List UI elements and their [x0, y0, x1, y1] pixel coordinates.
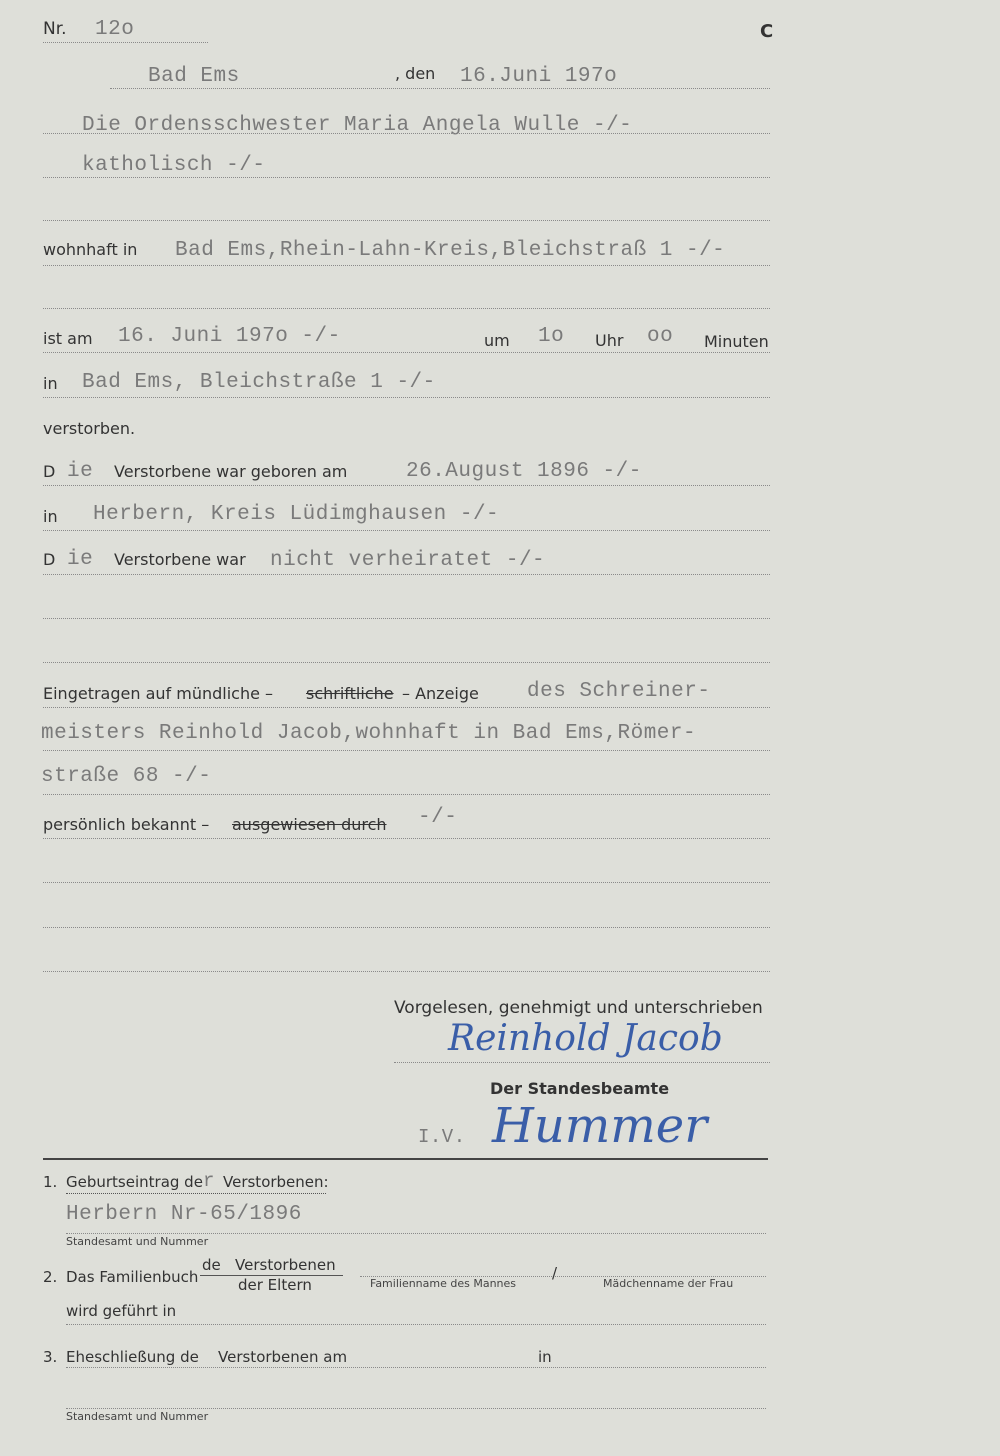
dotted-line — [43, 397, 770, 398]
birth-label: Verstorbene war geboren am — [114, 462, 348, 481]
divider-line — [43, 1158, 768, 1160]
death-in-label: in — [43, 374, 58, 393]
corner-letter: C — [760, 21, 774, 42]
item-1-value: Herbern Nr-65/1896 — [66, 1203, 302, 1226]
dotted-line — [43, 618, 770, 619]
ist-am-label: ist am — [43, 329, 93, 348]
item-2-fraction-top: de Verstorbenen — [202, 1256, 336, 1274]
item-2-fraction-bottom: der Eltern — [238, 1276, 312, 1294]
dotted-line — [66, 1367, 766, 1368]
dotted-line — [43, 308, 770, 309]
registration-line-2: meisters Reinhold Jacob,wohnhaft in Bad Ems,Römer- — [41, 722, 697, 745]
wife-caption: Mädchenname der Frau — [603, 1277, 734, 1290]
dotted-line — [43, 662, 770, 663]
death-date: 16. Juni 197o -/- — [118, 325, 341, 348]
iv-label: I.V. — [418, 1126, 466, 1148]
item-2-label: Das Familienbuch — [66, 1268, 199, 1286]
item-3-number: 3. — [43, 1348, 58, 1366]
item-1-caption: Standesamt und Nummer — [66, 1235, 209, 1248]
dotted-line — [43, 133, 770, 134]
item-3-label-b: Verstorbenen am — [218, 1348, 348, 1366]
deceased-name: Die Ordensschwester Maria Angela Wulle -/- — [82, 114, 633, 137]
marital-label: Verstorbene war — [114, 550, 246, 569]
death-minutes: oo — [647, 325, 674, 348]
dotted-line — [43, 352, 770, 353]
den-label: , den — [395, 64, 436, 83]
known-value: -/- — [418, 806, 458, 829]
register-number: 12o — [95, 18, 135, 41]
birth-ie-typed: ie — [67, 460, 94, 483]
marital-status: nicht verheiratet -/- — [270, 549, 546, 572]
death-place: Bad Ems, Bleichstraße 1 -/- — [82, 371, 436, 394]
residence-value: Bad Ems,Rhein-Lahn-Kreis,Bleichstraß 1 -/- — [175, 239, 726, 262]
marital-ie-typed: ie — [67, 548, 94, 571]
item-3-caption: Standesamt und Nummer — [66, 1410, 209, 1423]
registration-label-b: – Anzeige — [402, 684, 479, 703]
item-1-label: Geburtseintrag de — [66, 1173, 203, 1191]
dotted-line — [394, 1062, 770, 1063]
nr-label: Nr. — [43, 19, 67, 39]
uhr-label: Uhr — [595, 331, 624, 350]
item-3-label: Eheschließung de — [66, 1348, 199, 1366]
verstorben-label: verstorben. — [43, 419, 136, 438]
dotted-line — [43, 707, 770, 708]
item-1-typed: r — [203, 1170, 215, 1192]
dotted-line — [43, 794, 770, 795]
registration-line-3: straße 68 -/- — [41, 765, 212, 788]
dotted-line — [43, 265, 770, 266]
dotted-line — [43, 485, 770, 486]
dotted-line — [66, 1193, 326, 1194]
registration-line-1: des Schreiner- — [527, 680, 711, 703]
item-2-slash: / — [552, 1264, 558, 1282]
marital-d-label: D — [43, 550, 56, 569]
dotted-line — [110, 88, 770, 89]
dotted-line — [66, 1408, 766, 1409]
dotted-line — [43, 177, 770, 178]
registry-date: 16.Juni 197o — [460, 65, 618, 88]
read-approved-label: Vorgelesen, genehmigt und unterschrieben — [394, 998, 763, 1018]
dotted-line — [43, 838, 770, 839]
informant-signature: Reinhold Jacob — [448, 1018, 723, 1059]
item-2-number: 2. — [43, 1268, 58, 1286]
dotted-line — [43, 927, 770, 928]
death-hour: 1o — [538, 325, 565, 348]
deceased-religion: katholisch -/- — [82, 154, 266, 177]
registry-place: Bad Ems — [148, 65, 240, 88]
official-label: Der Standesbeamte — [490, 1079, 670, 1098]
husband-caption: Familienname des Mannes — [370, 1277, 517, 1290]
dotted-line — [66, 1233, 766, 1234]
registration-label-a: Eingetragen auf mündliche – — [43, 684, 274, 703]
birth-in-label: in — [43, 507, 58, 526]
dotted-line — [43, 42, 208, 43]
birth-place: Herbern, Kreis Lüdimghausen -/- — [93, 503, 500, 526]
um-label: um — [484, 331, 510, 350]
item-1-number: 1. — [43, 1173, 58, 1191]
item-3-in: in — [538, 1348, 552, 1366]
item-2-kept: wird geführt in — [66, 1302, 177, 1320]
dotted-line — [43, 574, 770, 575]
birth-d-label: D — [43, 462, 56, 481]
dotted-line — [43, 971, 770, 972]
dotted-line — [43, 530, 770, 531]
dotted-line — [43, 882, 770, 883]
official-signature: Hummer — [492, 1098, 708, 1154]
registration-struck: schriftliche — [306, 684, 394, 703]
dotted-line — [66, 1324, 766, 1325]
minuten-label: Minuten — [704, 332, 769, 351]
item-1-label-b: Verstorbenen: — [223, 1173, 329, 1191]
known-label: persönlich bekannt – — [43, 815, 210, 834]
residence-label: wohnhaft in — [43, 240, 138, 259]
known-struck: ausgewiesen durch — [232, 815, 387, 834]
birth-date: 26.August 1896 -/- — [406, 460, 642, 483]
dotted-line — [43, 750, 770, 751]
dotted-line — [43, 220, 770, 221]
